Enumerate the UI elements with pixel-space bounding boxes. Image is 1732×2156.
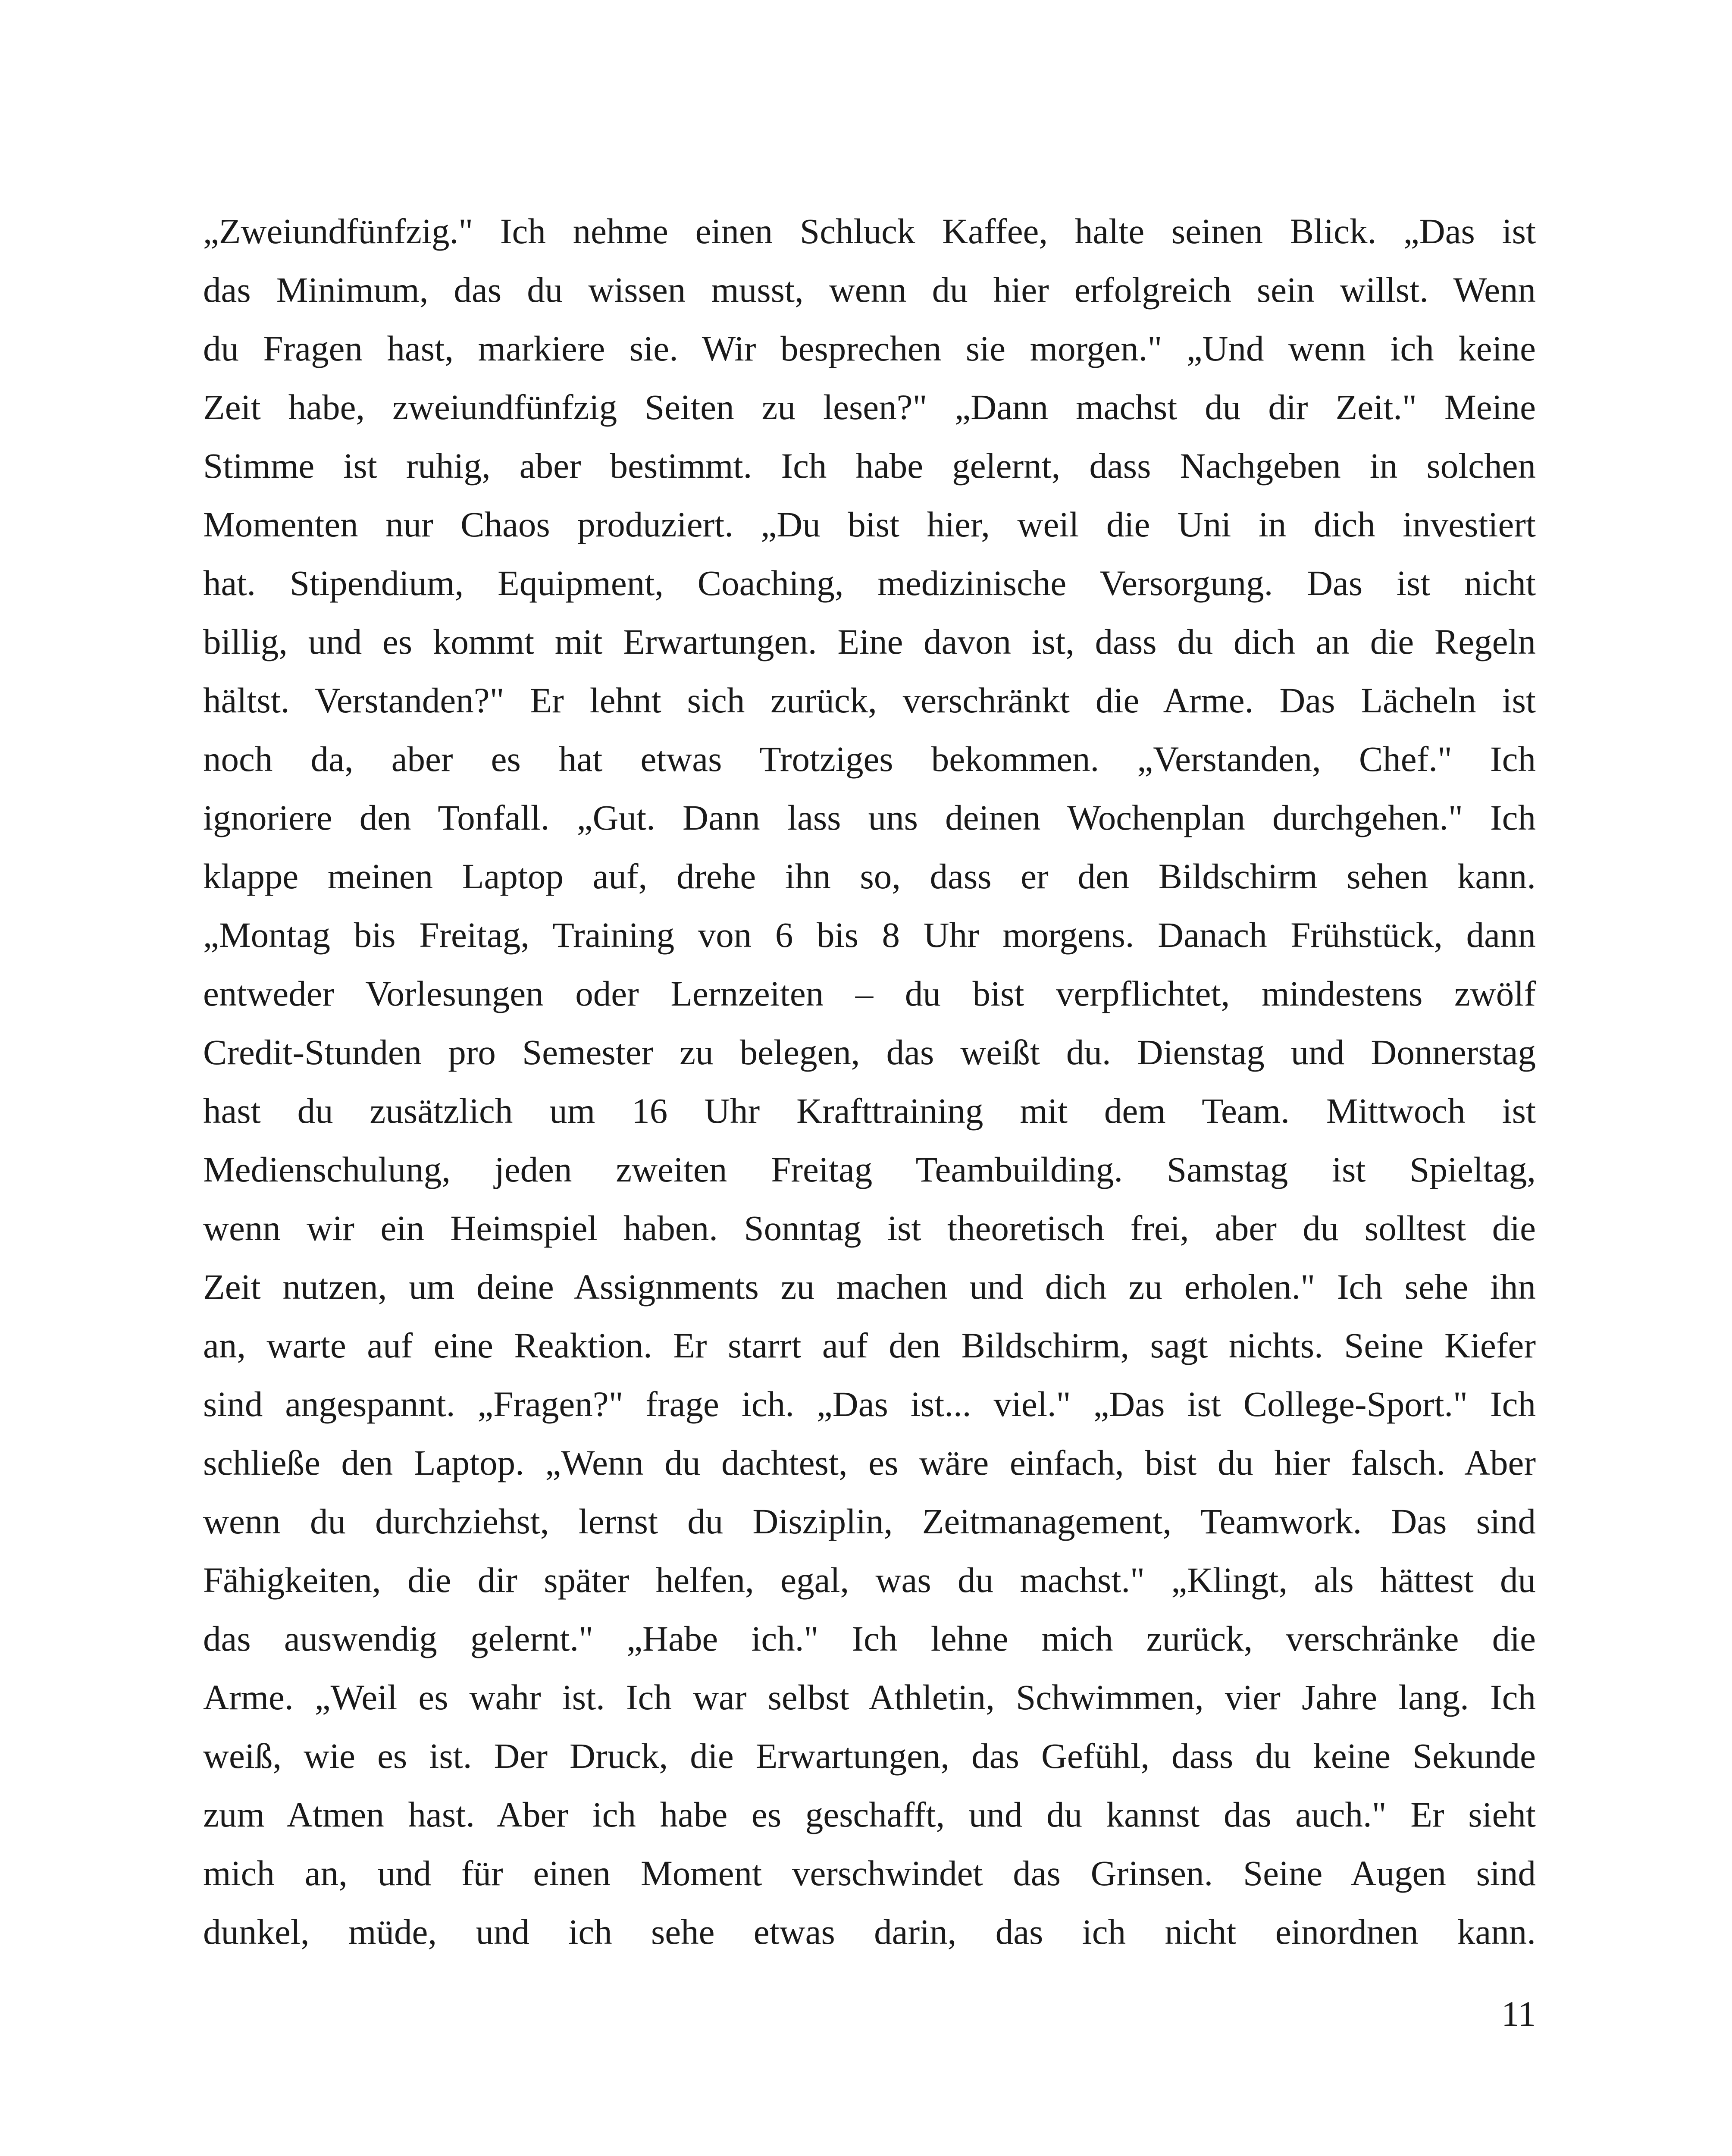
text-line: Momenten nur Chaos produziert. „Du bist hier, weil die Uni in dich investiert xyxy=(203,505,1536,544)
text-line: sind angespannt. „Fragen?" frage ich. „Das ist... viel." „Das ist College-Sport." Ich xyxy=(203,1384,1536,1424)
text-line: das auswendig gelernt." „Habe ich." Ich lehne mich zurück, verschränke die xyxy=(203,1619,1536,1658)
text-line: schließe den Laptop. „Wenn du dachtest, es wäre einfach, bist du hier falsch. Aber xyxy=(203,1443,1536,1482)
text-line: zum Atmen hast. Aber ich habe es geschafft, und du kannst das auch." Er sieht xyxy=(203,1795,1536,1834)
text-line: ignoriere den Tonfall. „Gut. Dann lass uns deinen Wochenplan durchgehen." Ich xyxy=(203,798,1536,837)
text-line: du Fragen hast, markiere sie. Wir besprechen sie morgen." „Und wenn ich keine xyxy=(203,329,1536,368)
text-line: „Zweiundfünfzig." Ich nehme einen Schluck Kaffee, halte seinen Blick. „Das ist xyxy=(203,211,1536,251)
text-line: hältst. Verstanden?" Er lehnt sich zurück, verschränkt die Arme. Das Lächeln ist xyxy=(203,680,1536,720)
text-line: klappe meinen Laptop auf, drehe ihn so, dass er den Bildschirm sehen kann. xyxy=(203,856,1536,896)
text-line: weiß, wie es ist. Der Druck, die Erwartungen, das Gefühl, dass du keine Sekunde xyxy=(203,1736,1536,1776)
text-line: wenn wir ein Heimspiel haben. Sonntag ist theoretisch frei, aber du solltest die xyxy=(203,1208,1536,1248)
text-line: Credit-Stunden pro Semester zu belegen, das weißt du. Dienstag und Donnerstag xyxy=(203,1032,1536,1072)
text-line: Stimme ist ruhig, aber bestimmt. Ich habe gelernt, dass Nachgeben in solchen xyxy=(203,446,1536,486)
text-line: an, warte auf eine Reaktion. Er starrt auf den Bildschirm, sagt nichts. Seine Kiefer xyxy=(203,1326,1536,1365)
text-line: „Montag bis Freitag, Training von 6 bis 8 Uhr morgens. Danach Frühstück, dann xyxy=(203,915,1536,955)
text-line: dunkel, müde, und ich sehe etwas darin, das ich nicht einordnen kann. xyxy=(203,1912,1536,1952)
text-line: Medienschulung, jeden zweiten Freitag Teambuilding. Samstag ist Spieltag, xyxy=(203,1150,1536,1189)
text-line: mich an, und für einen Moment verschwindet das Grinsen. Seine Augen sind xyxy=(203,1853,1536,1893)
text-line: hat. Stipendium, Equipment, Coaching, medizinische Versorgung. Das ist nicht xyxy=(203,563,1536,603)
page-number: 11 xyxy=(1501,1994,1536,2034)
text-line: noch da, aber es hat etwas Trotziges bekommen. „Verstanden, Chef." Ich xyxy=(203,739,1536,779)
text-line: hast du zusätzlich um 16 Uhr Krafttraining mit dem Team. Mittwoch ist xyxy=(203,1091,1536,1131)
text-line: Zeit habe, zweiundfünfzig Seiten zu lesen?" „Dann machst du dir Zeit." Meine xyxy=(203,387,1536,427)
text-line: Fähigkeiten, die dir später helfen, egal, was du machst." „Klingt, als hättest du xyxy=(203,1560,1536,1600)
text-line: das Minimum, das du wissen musst, wenn du hier erfolgreich sein willst. Wenn xyxy=(203,270,1536,310)
text-line: Arme. „Weil es wahr ist. Ich war selbst Athletin, Schwimmen, vier Jahre lang. Ich xyxy=(203,1677,1536,1717)
text-line: Zeit nutzen, um deine Assignments zu machen und dich zu erholen." Ich sehe ihn xyxy=(203,1267,1536,1307)
text-line: entweder Vorlesungen oder Lernzeiten – du bist verpflichtet, mindestens zwölf xyxy=(203,974,1536,1013)
text-line: billig, und es kommt mit Erwartungen. Eine davon ist, dass du dich an die Regeln xyxy=(203,622,1536,661)
text-line: wenn du durchziehst, lernst du Disziplin, Zeitmanagement, Teamwork. Das sind xyxy=(203,1501,1536,1541)
